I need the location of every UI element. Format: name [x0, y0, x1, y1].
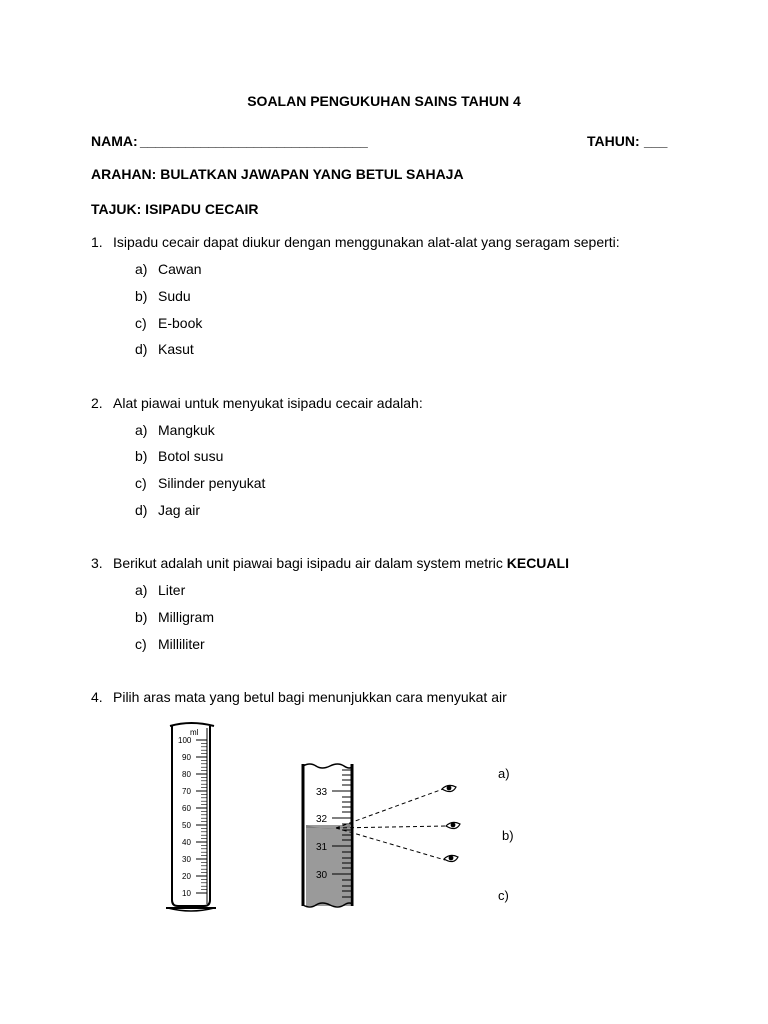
question-text: Alat piawai untuk menyukat isipadu cecair adalah:	[113, 395, 423, 411]
closeup-label: 32	[316, 814, 328, 825]
cylinder-label: 30	[182, 855, 191, 864]
option-letter: d)	[135, 502, 148, 518]
option-letter: b)	[135, 609, 148, 625]
cylinder-label: 60	[182, 804, 191, 813]
cylinder-label: 10	[182, 889, 191, 898]
option-text: Kasut	[158, 341, 194, 357]
cylinder-label: 90	[182, 753, 191, 762]
option-letter: b)	[135, 288, 148, 304]
question-number: 1.	[91, 234, 103, 250]
eye-option-label: b)	[502, 828, 514, 843]
option-text: Silinder penyukat	[158, 475, 266, 491]
cylinder-unit: ml	[190, 728, 199, 737]
closeup-label: 31	[316, 842, 328, 853]
eye-icon	[444, 855, 458, 861]
nama-blank: ______________________________	[140, 133, 368, 149]
option-text: Mangkuk	[158, 422, 215, 438]
instruction: ARAHAN: BULATKAN JAWAPAN YANG BETUL SAHAJA	[91, 166, 464, 182]
option-text: Botol susu	[158, 448, 224, 464]
option-text: Jag air	[158, 502, 201, 518]
page-title: SOALAN PENGUKUHAN SAINS TAHUN 4	[247, 93, 521, 109]
option-letter: d)	[135, 341, 148, 357]
cylinder-label: 50	[182, 821, 191, 830]
option-letter: a)	[135, 582, 148, 598]
cylinder-label: 80	[182, 770, 191, 779]
option-text: Liter	[158, 582, 186, 598]
cylinder-ticks	[196, 740, 207, 893]
measuring-cylinder-figure	[160, 718, 230, 916]
cylinder-label: 100	[178, 736, 192, 745]
option-letter: c)	[135, 636, 147, 652]
eye-level-figure	[296, 758, 526, 913]
question-text: Pilih aras mata yang betul bagi menunjukkan cara menyukat air	[113, 689, 507, 705]
eye-icon	[442, 785, 456, 791]
question-number: 2.	[91, 395, 103, 411]
option-text: Milliliter	[158, 636, 205, 652]
closeup-label: 33	[316, 787, 328, 798]
tahun-label: TAHUN:	[587, 133, 640, 149]
eye-icon	[446, 822, 460, 828]
question-text-main: Berikut adalah unit piawai bagi isipadu air dalam system metric	[113, 555, 507, 571]
question-text	[113, 555, 569, 571]
option-text: Cawan	[158, 261, 202, 277]
cylinder-label: 20	[182, 872, 191, 881]
nama-label: NAMA:	[91, 133, 138, 149]
option-text: Sudu	[158, 288, 191, 304]
question-number: 3.	[91, 555, 103, 571]
question-emphasis: KECUALI	[506, 555, 569, 571]
eye-option-label: c)	[498, 888, 509, 903]
tahun-blank: ___	[644, 133, 668, 149]
closeup-label: 30	[316, 870, 328, 881]
question-text: Isipadu cecair dapat diukur dengan menggunakan alat-alat yang seragam seperti:	[113, 234, 620, 250]
option-letter: b)	[135, 448, 148, 464]
cylinder-label: 70	[182, 787, 191, 796]
eye-option-label: a)	[498, 766, 510, 781]
topic: TAJUK: ISIPADU CECAIR	[91, 201, 259, 217]
option-letter: c)	[135, 475, 147, 491]
option-letter: a)	[135, 261, 148, 277]
cylinder-minor-ticks	[201, 743, 207, 889]
option-text: E-book	[158, 315, 203, 331]
option-letter: c)	[135, 315, 147, 331]
question-number: 4.	[91, 689, 103, 705]
cylinder-label: 40	[182, 838, 191, 847]
option-letter: a)	[135, 422, 148, 438]
option-text: Milligram	[158, 609, 214, 625]
